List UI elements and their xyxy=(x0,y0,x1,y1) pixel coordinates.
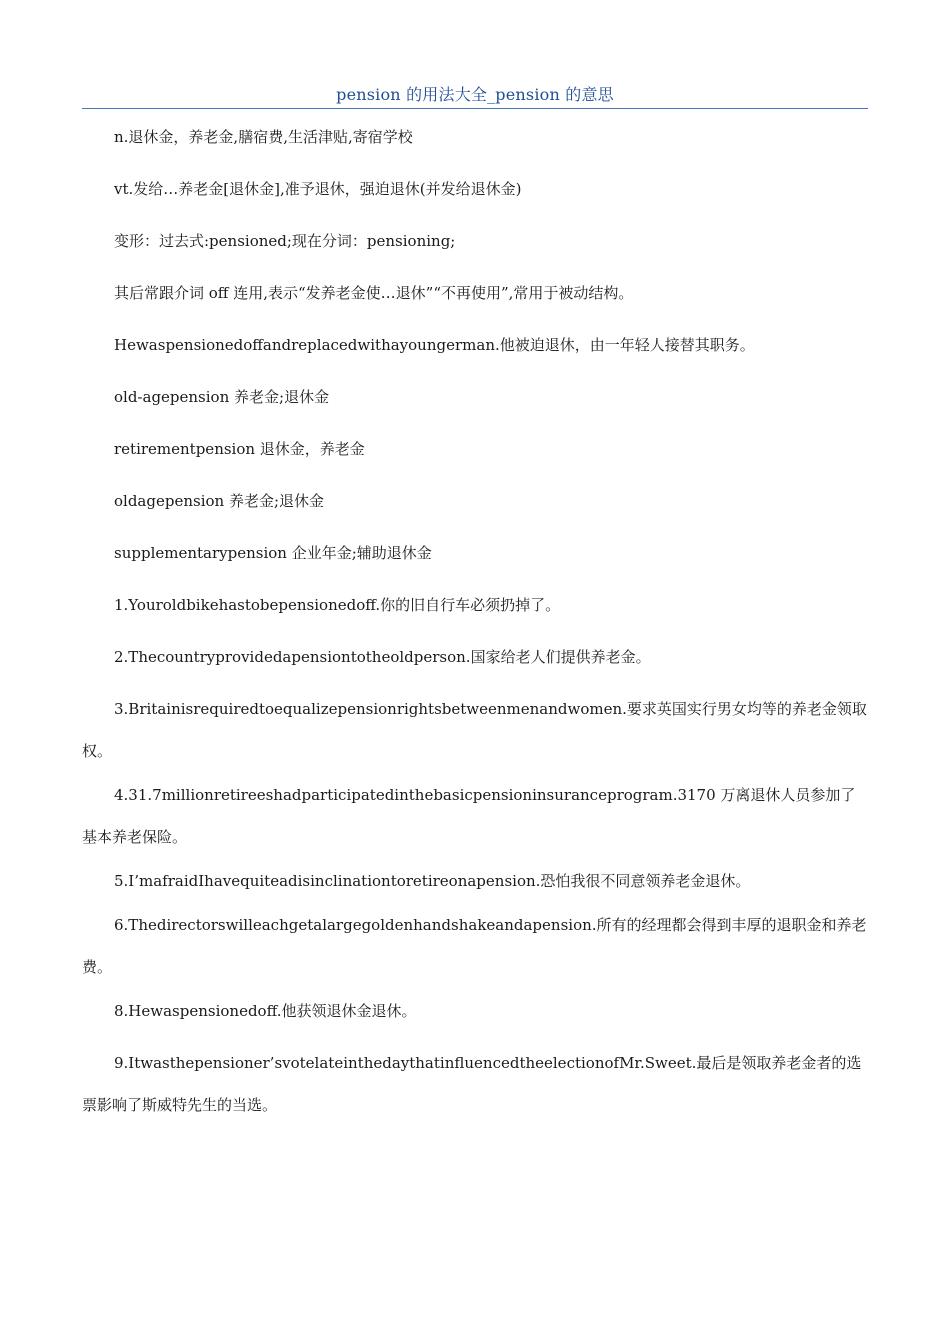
usage-note: 其后常跟介词 off 连用,表示“发养老金使…退休”“不再使用”,常用于被动结构。 xyxy=(114,284,634,302)
example-sentence: 4.31.7millionretireeshadparticipatedinthebasicpensioninsuranceprogram.3170 万离退休人员参加了基本养老保险。 xyxy=(82,786,856,846)
example-sentence: 6.Thedirectorswilleachgetalargegoldenhandshakeandapension.所有的经理都会得到丰厚的退职金和养老费。 xyxy=(82,916,867,976)
page-title: pension 的用法大全_pension 的意思 xyxy=(336,85,614,104)
phrase-item: oldagepension 养老金;退休金 xyxy=(114,492,325,510)
phrase-item: old-agepension 养老金;退休金 xyxy=(114,388,330,406)
page-header xyxy=(82,82,868,109)
document-body xyxy=(82,124,868,1136)
example-sentence: 1.Youroldbikehastobepensionedoff.你的旧自行车必须扔掉了。 xyxy=(114,596,561,614)
example-sentence: 9.Itwasthepensioner’svotelateinthedaythatinfluencedtheelectionofMr.Sweet.最后是领取养老金者的选票影响了斯威特先生的当选。 xyxy=(82,1054,862,1114)
usage-example: Hewaspensionedoffandreplacedwithayoungerman.他被迫退休，由一年轻人接替其职务。 xyxy=(114,336,755,354)
example-sentence: 3.Britainisrequiredtoequalizepensionrightsbetweenmenandwomen.要求英国实行男女均等的养老金领取权。 xyxy=(82,700,867,760)
example-sentence: 8.Hewaspensionedoff.他获领退休金退休。 xyxy=(114,1002,417,1020)
inflections: 变形：过去式:pensioned;现在分词：pensioning; xyxy=(114,232,456,250)
phrase-item: retirementpension 退休金，养老金 xyxy=(114,440,365,458)
definition-verb: vt.发给…养老金[退休金],准予退休，强迫退休(并发给退休金) xyxy=(114,180,522,198)
phrase-item: supplementarypension 企业年金;辅助退休金 xyxy=(114,544,432,562)
definition-noun: n.退休金，养老金,膳宿费,生活津贴,寄宿学校 xyxy=(114,128,413,146)
example-sentence: 2.Thecountryprovidedapensiontotheoldperson.国家给老人们提供养老金。 xyxy=(114,648,651,666)
example-sentence: 5.I’mafraidIhavequiteadisinclinationtoretireonapension.恐怕我很不同意领养老金退休。 xyxy=(114,872,751,890)
